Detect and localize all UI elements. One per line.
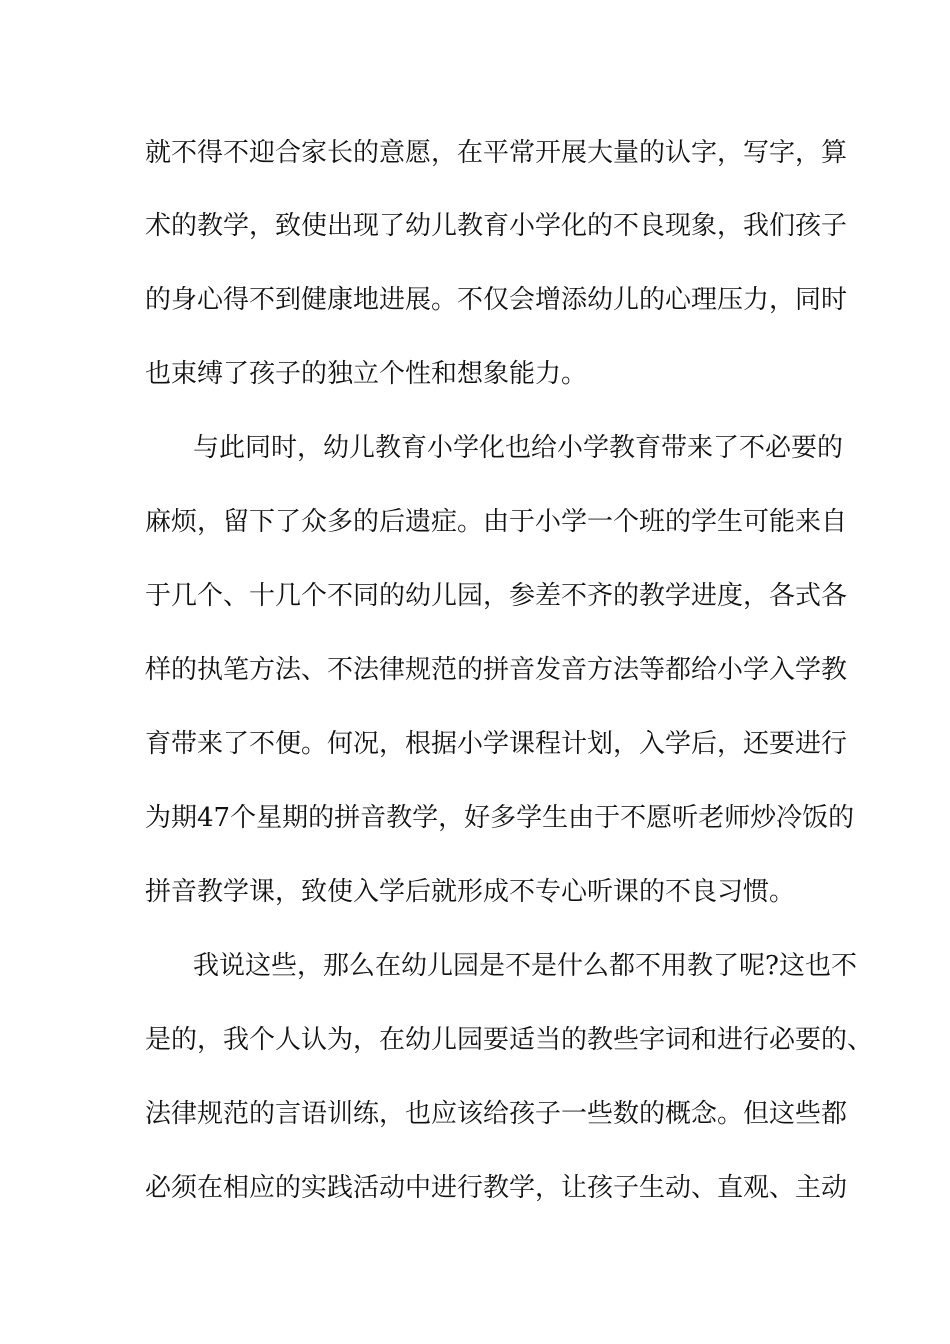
text-line: 拼音教学课，致使入学后就形成不专心听课的不良习惯。	[145, 877, 796, 907]
text-line: 于几个、十几个不同的幼儿园，参差不齐的教学进度，各式各	[145, 581, 848, 611]
text-line: 也束缚了孩子的独立个性和想象能力。	[145, 359, 588, 389]
text-line: 麻烦，留下了众多的后遗症。由于小学一个班的学生可能来自	[145, 507, 848, 537]
paragraph-first-line: 我说这些，那么在幼儿园是不是什么都不用教了呢?这也不	[193, 951, 857, 981]
text-line: 必须在相应的实践活动中进行教学，让孩子生动、直观、主动	[145, 1173, 848, 1203]
text-line: 法律规范的言语训练，也应该给孩子一些数的概念。但这些都	[145, 1099, 848, 1129]
text-line: 术的教学，致使出现了幼儿教育小学化的不良现象，我们孩子	[145, 211, 848, 241]
text-line: 的身心得不到健康地进展。不仅会增添幼儿的心理压力，同时	[145, 285, 848, 315]
text-line: 样的执笔方法、不法律规范的拼音发音方法等都给小学入学教	[145, 655, 848, 685]
paragraph-first-line: 与此同时，幼儿教育小学化也给小学教育带来了不必要的	[193, 433, 844, 463]
text-line: 育带来了不便。何况，根据小学课程计划，入学后，还要进行	[145, 729, 848, 759]
text-line: 为期47个星期的拼音教学，好多学生由于不愿听老师炒冷饭的	[145, 803, 855, 833]
text-line: 就不得不迎合家长的意愿，在平常开展大量的认字，写字，算	[145, 138, 848, 168]
text-line: 是的，我个人认为，在幼儿园要适当的教些字词和进行必要的、	[145, 1025, 874, 1055]
